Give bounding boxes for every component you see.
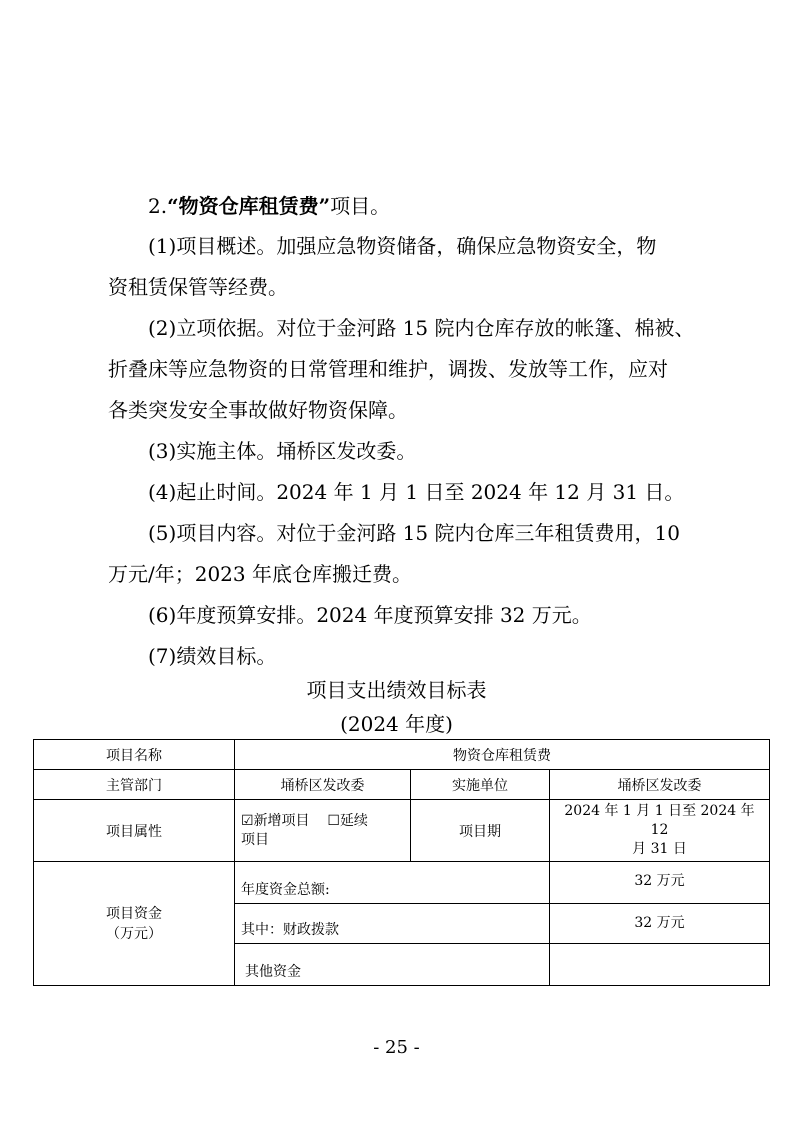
dept-label: 主管部门 bbox=[34, 770, 235, 800]
table-row bbox=[34, 862, 770, 904]
funds-label-line-1: 项目资金 bbox=[106, 905, 162, 922]
performance-table bbox=[33, 739, 770, 986]
project-name-value: 物资仓库租赁费 bbox=[235, 740, 770, 770]
p2-line-1: (2)立项依据。对位于金河路 15 院内仓库存放的帐篷、棉被、 bbox=[148, 316, 695, 340]
impl-label: 实施单位 bbox=[411, 770, 550, 800]
other-label: 其他资金 bbox=[235, 944, 550, 986]
heading-suffix: 项目。 bbox=[330, 194, 391, 218]
impl-value: 埇桥区发改委 bbox=[550, 770, 770, 800]
attr-cont-label-b: 项目 bbox=[241, 831, 269, 848]
table-row bbox=[34, 770, 770, 800]
p7-line-1: (7)绩效目标。 bbox=[148, 644, 277, 668]
p5-line-1: (5)项目内容。对位于金河路 15 院内仓库三年租赁费用，10 bbox=[148, 521, 680, 545]
attr-cont-label-a: 延续 bbox=[339, 812, 368, 829]
attr-label: 项目属性 bbox=[34, 800, 235, 862]
funds-label bbox=[34, 862, 235, 986]
checkbox-checked-icon: ☑ bbox=[241, 812, 254, 829]
total-value: 32 万元 bbox=[550, 862, 770, 904]
attr-value bbox=[235, 800, 411, 862]
checkbox-empty-icon: ☐ bbox=[327, 812, 340, 829]
p6-line-1: (6)年度预算安排。2024 年度预算安排 32 万元。 bbox=[148, 603, 592, 627]
p2-line-2: 折叠床等应急物资的日常管理和维护，调拨、发放等工作，应对 bbox=[108, 357, 668, 381]
heading-number: 2. bbox=[148, 194, 168, 218]
body-text bbox=[108, 226, 695, 677]
period-line-2: 月 31 日 bbox=[632, 841, 687, 857]
funds-label-line-2: （万元） bbox=[106, 925, 162, 942]
p3-line-1: (3)实施主体。埇桥区发改委。 bbox=[148, 439, 417, 463]
project-name-label: 项目名称 bbox=[34, 740, 235, 770]
attr-new-label: 新增项目 bbox=[253, 812, 310, 829]
heading-close-quote: ” bbox=[318, 194, 331, 218]
table-row bbox=[34, 800, 770, 862]
table-subtitle: (2024 年度) bbox=[340, 712, 453, 736]
period-value bbox=[550, 800, 770, 862]
page-number: - 25 - bbox=[373, 1037, 420, 1058]
section-heading bbox=[108, 186, 688, 227]
heading-title: 物资仓库租赁费 bbox=[178, 194, 319, 218]
p4-line-1: (4)起止时间。2024 年 1 月 1 日至 2024 年 12 月 31 日。 bbox=[148, 480, 685, 504]
p5-line-2: 万元/年；2023 年底仓库搬迁费。 bbox=[108, 562, 412, 586]
other-value bbox=[550, 944, 770, 986]
period-line-1: 2024 年 1 月 1 日至 2024 年 12 bbox=[564, 803, 755, 838]
dept-value: 埇桥区发改委 bbox=[235, 770, 411, 800]
total-label: 年度资金总额: bbox=[235, 862, 550, 904]
p1-line-2: 资租赁保管等经费。 bbox=[108, 275, 288, 299]
table-title: 项目支出绩效目标表 bbox=[306, 678, 487, 702]
period-label: 项目期 bbox=[411, 800, 550, 862]
table-row bbox=[34, 740, 770, 770]
heading-open-quote: “ bbox=[167, 194, 179, 218]
p1-line-1: (1)项目概述。加强应急物资储备，确保应急物资安全，物 bbox=[148, 234, 657, 258]
p2-line-3: 各类突发安全事故做好物资保障。 bbox=[108, 398, 408, 422]
fiscal-label: 其中：财政拨款 bbox=[235, 904, 550, 944]
fiscal-value: 32 万元 bbox=[550, 904, 770, 944]
